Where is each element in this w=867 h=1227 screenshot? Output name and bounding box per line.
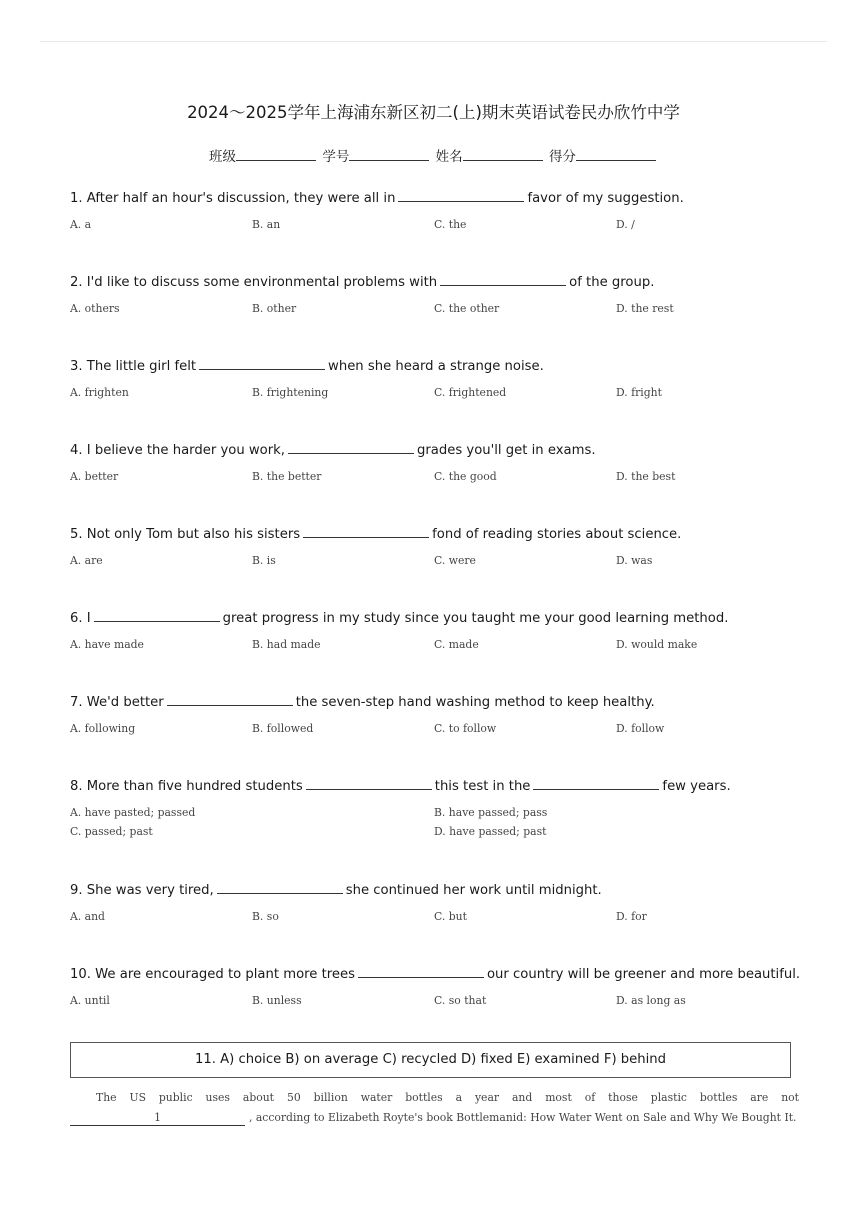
option-d[interactable]: D. / (616, 218, 635, 231)
option-d[interactable]: D. have passed; past (434, 825, 547, 838)
option-d[interactable]: D. as long as (616, 994, 686, 1007)
options-row (70, 554, 810, 574)
option-b[interactable]: B. other (252, 302, 297, 315)
option-c[interactable]: C. but (434, 910, 467, 923)
question-stem (70, 609, 810, 629)
question-8 (70, 777, 810, 844)
stem-text: when she heard a strange noise. (328, 359, 544, 374)
option-c[interactable]: C. the good (434, 470, 497, 483)
option-b[interactable]: B. the better (252, 470, 322, 483)
stem-text: she continued her work until midnight. (345, 883, 602, 898)
option-b[interactable]: B. followed (252, 722, 314, 735)
options-row (70, 722, 810, 742)
question-stem (70, 881, 810, 901)
answer-blank (288, 441, 414, 454)
options-row (70, 218, 810, 238)
options-row (70, 302, 810, 322)
question-stem (70, 965, 810, 985)
question-7 (70, 693, 810, 742)
option-b[interactable]: B. have passed; pass (434, 806, 548, 819)
passage-text: The US public uses about 50 billion water bottles a year and most of those plastic bottles are not (96, 1091, 799, 1104)
top-divider (40, 41, 827, 42)
word-bank-box: 11. A) choice B) on average C) recycled D) fixed E) examined F) behind (70, 1042, 791, 1078)
question-6 (70, 609, 810, 658)
score-label: 得分 (548, 149, 576, 165)
option-a[interactable]: A. following (70, 722, 136, 735)
option-c[interactable]: C. the (434, 218, 467, 231)
option-c[interactable]: C. passed; past (70, 825, 153, 838)
stem-text: great progress in my study since you taught me your good learning method. (222, 611, 729, 626)
option-c[interactable]: C. made (434, 638, 479, 651)
score-blank (576, 147, 656, 161)
answer-blank (94, 609, 220, 622)
option-a[interactable]: A. until (70, 994, 110, 1007)
answer-blank (398, 189, 524, 202)
options-row (70, 638, 810, 658)
option-d[interactable]: D. fright (616, 386, 662, 399)
stem-text: 9. She was very tired, (70, 883, 214, 898)
passage-text: , according to Elizabeth Royte's book Bottlemanid: How Water Went on Sale and Why We Bought It. (249, 1110, 797, 1124)
options-row (70, 470, 810, 490)
class-label: 班级 (209, 149, 237, 165)
stem-text: 2. I'd like to discuss some environmental problems with (70, 275, 438, 290)
stem-text: 5. Not only Tom but also his sisters (70, 527, 301, 542)
question-stem (70, 273, 810, 293)
options-row (70, 386, 810, 406)
question-2 (70, 273, 810, 322)
option-c[interactable]: C. so that (434, 994, 487, 1007)
stem-text: 7. We'd better (70, 695, 164, 710)
option-a[interactable]: A. and (70, 910, 105, 923)
option-b[interactable]: B. is (252, 554, 276, 567)
option-a[interactable]: A. others (70, 302, 120, 315)
answer-blank (167, 693, 293, 706)
option-c[interactable]: C. frightened (434, 386, 507, 399)
passage-blank: 1 (70, 1111, 245, 1126)
question-stem (70, 693, 810, 713)
option-b[interactable]: B. unless (252, 994, 302, 1007)
question-4 (70, 441, 810, 490)
answer-blank (533, 777, 659, 790)
option-c[interactable]: C. the other (434, 302, 500, 315)
question-stem (70, 777, 810, 797)
option-b[interactable]: B. so (252, 910, 279, 923)
answer-blank (440, 273, 566, 286)
option-a[interactable]: A. have made (70, 638, 144, 651)
answer-blank (217, 881, 343, 894)
stem-text: few years. (662, 779, 731, 794)
options-grid (70, 806, 810, 844)
question-1 (70, 189, 810, 238)
question-stem (70, 357, 810, 377)
option-a[interactable]: A. are (70, 554, 103, 567)
option-d[interactable]: D. follow (616, 722, 665, 735)
question-stem (70, 525, 810, 545)
option-a[interactable]: A. a (70, 218, 92, 231)
question-9 (70, 881, 810, 930)
option-d[interactable]: D. would make (616, 638, 698, 651)
options-row (70, 910, 810, 930)
option-a[interactable]: A. have pasted; passed (70, 806, 196, 819)
stem-text: favor of my suggestion. (527, 191, 684, 206)
stem-text: grades you'll get in exams. (416, 443, 596, 458)
stem-text: 1. After half an hour's discussion, they were all in (70, 191, 396, 206)
name-blank (463, 147, 543, 161)
option-b[interactable]: B. had made (252, 638, 321, 651)
page-title: 2024～2025学年上海浦东新区初二(上)期末英语试卷民办欣竹中学 (187, 103, 680, 122)
question-10 (70, 965, 810, 1014)
stem-text: this test in the (434, 779, 531, 794)
option-c[interactable]: C. were (434, 554, 476, 567)
stem-text: 10. We are encouraged to plant more trees (70, 967, 355, 982)
answer-blank (306, 777, 432, 790)
answer-blank (358, 965, 484, 978)
option-d[interactable]: D. the rest (616, 302, 674, 315)
stem-text: our country will be greener and more beautiful. (486, 967, 801, 982)
option-b[interactable]: B. an (252, 218, 281, 231)
stem-text: 3. The little girl felt (70, 359, 197, 374)
stem-text: fond of reading stories about science. (432, 527, 682, 542)
option-d[interactable]: D. was (616, 554, 653, 567)
student-info-line (0, 145, 867, 165)
option-a[interactable]: A. frighten (70, 386, 129, 399)
class-blank (236, 147, 316, 161)
answer-blank (199, 357, 325, 370)
options-row (70, 994, 810, 1014)
number-blank (349, 147, 429, 161)
number-label: 学号 (322, 149, 350, 165)
stem-text: 6. I (70, 611, 91, 626)
question-5 (70, 525, 810, 574)
question-3 (70, 357, 810, 406)
option-d[interactable]: D. the best (616, 470, 676, 483)
stem-text: the seven-step hand washing method to keep healthy. (295, 695, 655, 710)
reading-passage (70, 1088, 799, 1127)
stem-text: of the group. (569, 275, 655, 290)
stem-text: 8. More than five hundred students (70, 779, 303, 794)
answer-blank (303, 525, 429, 538)
question-stem (70, 441, 810, 461)
option-d[interactable]: D. for (616, 910, 647, 923)
option-c[interactable]: C. to follow (434, 722, 497, 735)
stem-text: 4. I believe the harder you work, (70, 443, 285, 458)
name-label: 姓名 (435, 149, 463, 165)
question-stem (70, 189, 810, 209)
option-b[interactable]: B. frightening (252, 386, 329, 399)
option-a[interactable]: A. better (70, 470, 119, 483)
